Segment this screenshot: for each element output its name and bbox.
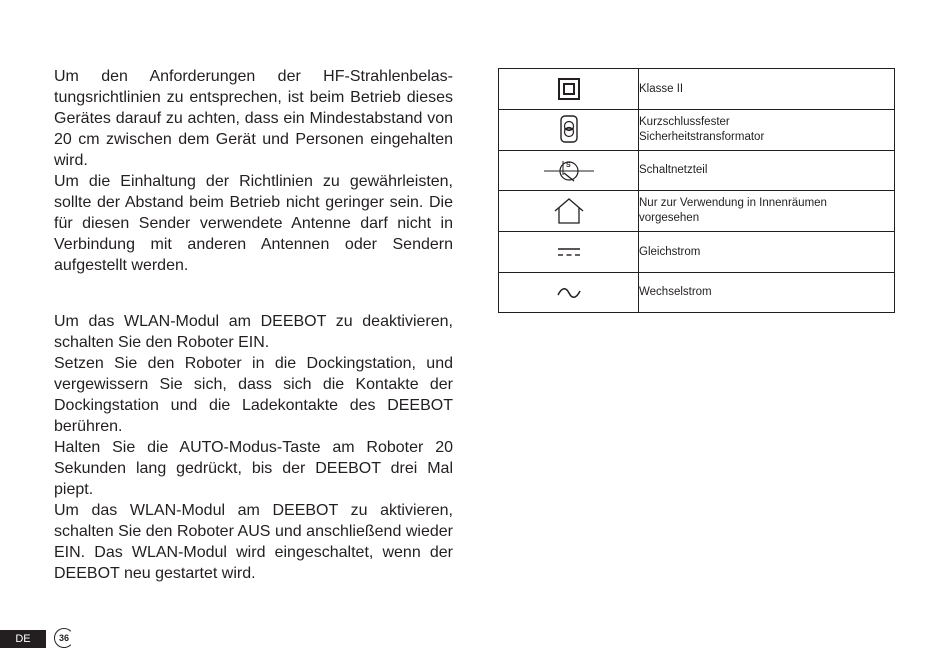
paragraph-rf-exposure: Um den Anforderungen der HF-Strahlenbelastungsrichtlinien zu entsprechen, ist beim Betrieb dieses Gerätes darauf zu achten, dass ein Mindestabstand von 20 cm zwischen dem Gerät und Personen eingehalten wird.	[54, 68, 453, 169]
short-circuit-transformer-icon	[559, 115, 579, 145]
paragraph-wlan-activate: Um das WLAN-Modul am DEEBOT zu aktivieren, schalten Sie den Roboter AUS und anschließend wieder EIN. Das WLAN-Modul wird eingeschaltet, wenn der DEEBOT neu gestartet wird.	[54, 502, 453, 582]
paragraph-guidelines: Um die Einhaltung der Richtlinien zu gewährleisten, sollte der Abstand beim Betrieb nicht geringer sein. Die für diesen Sender verwendete Antenne darf nicht in Verbindung mit anderen Antennen oder Sendern aufgestellt werden.	[54, 173, 453, 274]
table-row	[499, 151, 895, 191]
paragraph-wlan-deactivate: Um das WLAN-Modul am DEEBOT zu deaktivieren, schalten Sie den Roboter EIN.	[54, 313, 453, 351]
symbol-label: Wechselstrom	[639, 273, 895, 313]
symbol-label: Nur zur Verwendung in Innenräumen vorgesehen	[639, 191, 895, 232]
symbol-label: Gleichstrom	[639, 232, 895, 273]
symbol-label: Schaltnetzteil	[639, 151, 895, 191]
indoor-use-icon	[553, 197, 585, 225]
page-number: 36	[54, 628, 74, 648]
table-row	[499, 232, 895, 273]
left-column	[54, 66, 453, 584]
paragraph-docking: Setzen Sie den Roboter in die Dockingstation, und vergewissern Sie sich, dass sich die Kontakte der Dockingstation und die Ladekontakte des DEEBOT berühren.	[54, 355, 453, 435]
table-row	[499, 69, 895, 110]
language-tab: DE	[0, 630, 46, 648]
table-row	[499, 110, 895, 151]
symbol-label: Klasse II	[639, 69, 895, 110]
switch-mode-icon-letter: S	[565, 161, 571, 169]
symbols-table	[498, 68, 895, 313]
direct-current-icon	[556, 245, 582, 259]
paragraph-auto-button: Halten Sie die AUTO-Modus-Taste am Roboter 20 Sekunden lang gedrückt, bis der DEEBOT drei Mal piept.	[54, 439, 453, 498]
section-spacer	[54, 276, 453, 311]
class-ii-icon	[558, 78, 580, 100]
alternating-current-icon	[556, 286, 582, 300]
symbol-label: Kurzschlussfester Sicherheitstransformator	[639, 110, 895, 151]
table-row	[499, 273, 895, 313]
switch-mode-psu-icon	[543, 155, 595, 187]
table-row	[499, 191, 895, 232]
